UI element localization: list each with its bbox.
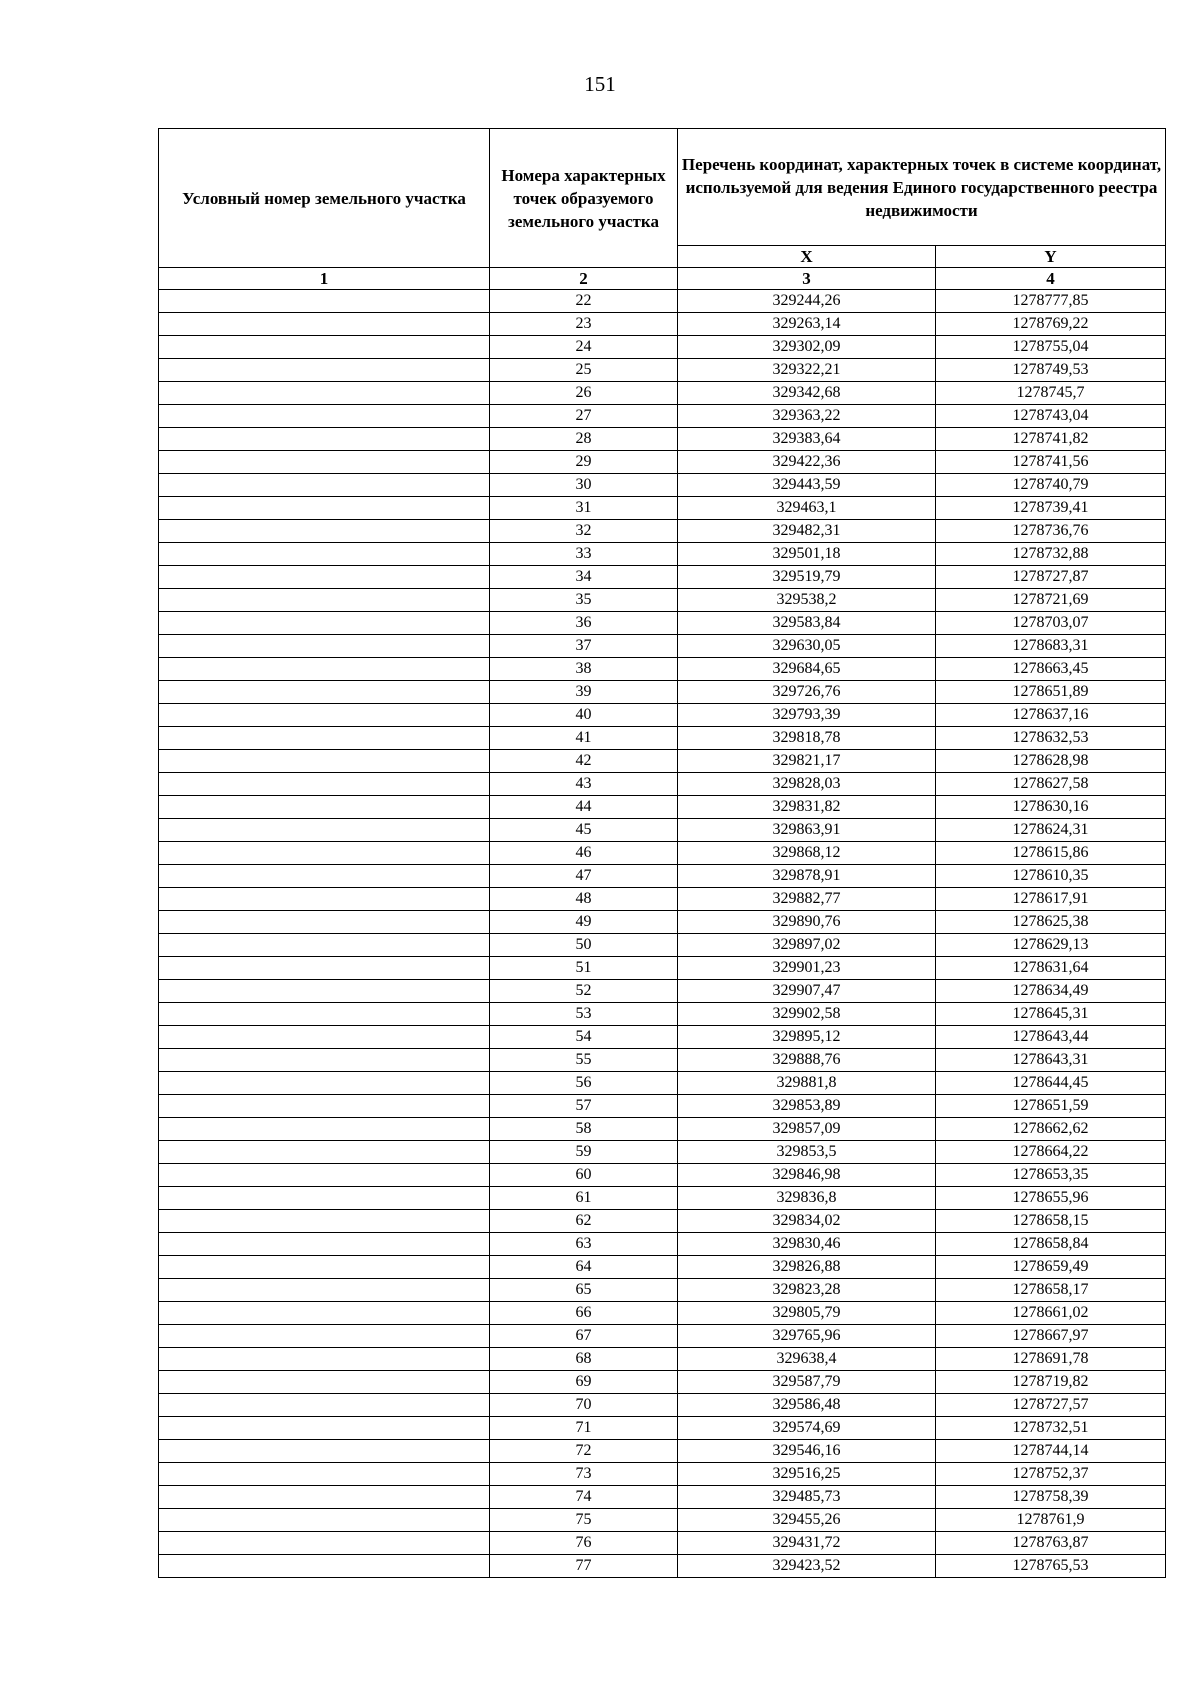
x-coordinate-cell: 329857,09 <box>678 1118 936 1141</box>
y-coordinate-cell: 1278658,84 <box>936 1233 1166 1256</box>
parcel-cell <box>159 428 490 451</box>
x-coordinate-cell: 329888,76 <box>678 1049 936 1072</box>
parcel-cell <box>159 290 490 313</box>
point-number-cell: 72 <box>490 1440 678 1463</box>
point-number-cell: 43 <box>490 773 678 796</box>
point-number-cell: 38 <box>490 658 678 681</box>
y-coordinate-cell: 1278761,9 <box>936 1509 1166 1532</box>
header-row <box>159 129 1166 246</box>
y-coordinate-cell: 1278691,78 <box>936 1348 1166 1371</box>
parcel-cell <box>159 888 490 911</box>
table-row <box>159 1233 1166 1256</box>
point-number-cell: 65 <box>490 1279 678 1302</box>
table-row <box>159 313 1166 336</box>
parcel-cell <box>159 497 490 520</box>
point-number-cell: 48 <box>490 888 678 911</box>
y-coordinate-cell: 1278659,49 <box>936 1256 1166 1279</box>
point-number-cell: 68 <box>490 1348 678 1371</box>
x-coordinate-cell: 329574,69 <box>678 1417 936 1440</box>
y-coordinate-cell: 1278617,91 <box>936 888 1166 911</box>
table-row <box>159 888 1166 911</box>
y-coordinate-cell: 1278637,16 <box>936 704 1166 727</box>
parcel-cell <box>159 1164 490 1187</box>
point-number-cell: 58 <box>490 1118 678 1141</box>
x-coordinate-cell: 329546,16 <box>678 1440 936 1463</box>
y-coordinate-cell: 1278662,62 <box>936 1118 1166 1141</box>
y-coordinate-cell: 1278763,87 <box>936 1532 1166 1555</box>
point-number-cell: 29 <box>490 451 678 474</box>
y-coordinate-cell: 1278703,07 <box>936 612 1166 635</box>
table-row <box>159 566 1166 589</box>
y-coordinate-cell: 1278769,22 <box>936 313 1166 336</box>
x-coordinate-cell: 329821,17 <box>678 750 936 773</box>
y-coordinate-cell: 1278630,16 <box>936 796 1166 819</box>
y-coordinate-cell: 1278627,58 <box>936 773 1166 796</box>
table-row <box>159 428 1166 451</box>
x-coordinate-cell: 329302,09 <box>678 336 936 359</box>
x-coordinate-cell: 329793,39 <box>678 704 936 727</box>
table-row <box>159 1348 1166 1371</box>
x-coordinate-cell: 329482,31 <box>678 520 936 543</box>
table-row <box>159 497 1166 520</box>
column-numbers-row <box>159 268 1166 290</box>
y-coordinate-cell: 1278624,31 <box>936 819 1166 842</box>
table-row <box>159 957 1166 980</box>
x-coordinate-cell: 329828,03 <box>678 773 936 796</box>
x-coordinate-cell: 329587,79 <box>678 1371 936 1394</box>
x-coordinate-cell: 329853,5 <box>678 1141 936 1164</box>
table-row <box>159 1003 1166 1026</box>
table-row <box>159 405 1166 428</box>
table-row <box>159 1141 1166 1164</box>
parcel-cell <box>159 405 490 428</box>
point-number-cell: 69 <box>490 1371 678 1394</box>
x-coordinate-cell: 329846,98 <box>678 1164 936 1187</box>
parcel-cell <box>159 865 490 888</box>
x-coordinate-cell: 329519,79 <box>678 566 936 589</box>
x-coordinate-cell: 329897,02 <box>678 934 936 957</box>
point-number-cell: 73 <box>490 1463 678 1486</box>
point-number-cell: 53 <box>490 1003 678 1026</box>
parcel-cell <box>159 1509 490 1532</box>
point-number-cell: 49 <box>490 911 678 934</box>
x-coordinate-cell: 329726,76 <box>678 681 936 704</box>
point-number-cell: 56 <box>490 1072 678 1095</box>
x-coordinate-cell: 329826,88 <box>678 1256 936 1279</box>
parcel-cell <box>159 612 490 635</box>
x-coordinate-cell: 329834,02 <box>678 1210 936 1233</box>
table-row <box>159 1371 1166 1394</box>
header-coordinates-list: Перечень координат, характерных точек в системе координат, используемой для ведения Единого государственного реестра недвижимости <box>678 129 1166 246</box>
table-row <box>159 1164 1166 1187</box>
x-coordinate-cell: 329805,79 <box>678 1302 936 1325</box>
x-coordinate-cell: 329538,2 <box>678 589 936 612</box>
parcel-cell <box>159 1210 490 1233</box>
y-coordinate-cell: 1278755,04 <box>936 336 1166 359</box>
y-coordinate-cell: 1278745,7 <box>936 382 1166 405</box>
point-number-cell: 57 <box>490 1095 678 1118</box>
y-coordinate-cell: 1278744,14 <box>936 1440 1166 1463</box>
parcel-cell <box>159 474 490 497</box>
point-number-cell: 47 <box>490 865 678 888</box>
y-coordinate-cell: 1278749,53 <box>936 359 1166 382</box>
point-number-cell: 28 <box>490 428 678 451</box>
x-coordinate-cell: 329431,72 <box>678 1532 936 1555</box>
parcel-cell <box>159 980 490 1003</box>
x-coordinate-cell: 329878,91 <box>678 865 936 888</box>
y-coordinate-cell: 1278777,85 <box>936 290 1166 313</box>
point-number-cell: 59 <box>490 1141 678 1164</box>
parcel-cell <box>159 681 490 704</box>
point-number-cell: 34 <box>490 566 678 589</box>
parcel-cell <box>159 635 490 658</box>
y-coordinate-cell: 1278655,96 <box>936 1187 1166 1210</box>
table-row <box>159 1187 1166 1210</box>
point-number-cell: 50 <box>490 934 678 957</box>
x-coordinate-cell: 329836,8 <box>678 1187 936 1210</box>
y-coordinate-cell: 1278658,17 <box>936 1279 1166 1302</box>
x-coordinate-cell: 329363,22 <box>678 405 936 428</box>
point-number-cell: 66 <box>490 1302 678 1325</box>
table-row <box>159 382 1166 405</box>
point-number-cell: 33 <box>490 543 678 566</box>
point-number-cell: 55 <box>490 1049 678 1072</box>
x-coordinate-cell: 329263,14 <box>678 313 936 336</box>
parcel-cell <box>159 543 490 566</box>
parcel-cell <box>159 750 490 773</box>
point-number-cell: 37 <box>490 635 678 658</box>
point-number-cell: 31 <box>490 497 678 520</box>
table-row <box>159 359 1166 382</box>
table-row <box>159 1325 1166 1348</box>
x-coordinate-cell: 329823,28 <box>678 1279 936 1302</box>
y-coordinate-cell: 1278663,45 <box>936 658 1166 681</box>
y-coordinate-cell: 1278651,59 <box>936 1095 1166 1118</box>
table-row <box>159 1440 1166 1463</box>
parcel-cell <box>159 1440 490 1463</box>
parcel-cell <box>159 1049 490 1072</box>
parcel-cell <box>159 1026 490 1049</box>
table-row <box>159 750 1166 773</box>
point-number-cell: 44 <box>490 796 678 819</box>
header-y: Y <box>936 246 1166 268</box>
table-header <box>159 129 1166 290</box>
table-row <box>159 520 1166 543</box>
column-number: 4 <box>936 268 1166 290</box>
table-row <box>159 1417 1166 1440</box>
x-coordinate-cell: 329830,46 <box>678 1233 936 1256</box>
point-number-cell: 51 <box>490 957 678 980</box>
table-row <box>159 1532 1166 1555</box>
parcel-cell <box>159 1325 490 1348</box>
y-coordinate-cell: 1278727,87 <box>936 566 1166 589</box>
x-coordinate-cell: 329895,12 <box>678 1026 936 1049</box>
table-row <box>159 1302 1166 1325</box>
x-coordinate-cell: 329443,59 <box>678 474 936 497</box>
y-coordinate-cell: 1278643,44 <box>936 1026 1166 1049</box>
table-row <box>159 1394 1166 1417</box>
x-coordinate-cell: 329630,05 <box>678 635 936 658</box>
x-coordinate-cell: 329868,12 <box>678 842 936 865</box>
parcel-cell <box>159 773 490 796</box>
x-coordinate-cell: 329765,96 <box>678 1325 936 1348</box>
y-coordinate-cell: 1278667,97 <box>936 1325 1166 1348</box>
table-row <box>159 1256 1166 1279</box>
parcel-cell <box>159 451 490 474</box>
point-number-cell: 52 <box>490 980 678 1003</box>
point-number-cell: 54 <box>490 1026 678 1049</box>
parcel-cell <box>159 1371 490 1394</box>
parcel-cell <box>159 1256 490 1279</box>
point-number-cell: 77 <box>490 1555 678 1578</box>
x-coordinate-cell: 329902,58 <box>678 1003 936 1026</box>
table-row <box>159 1509 1166 1532</box>
x-coordinate-cell: 329853,89 <box>678 1095 936 1118</box>
table-row <box>159 934 1166 957</box>
y-coordinate-cell: 1278683,31 <box>936 635 1166 658</box>
x-coordinate-cell: 329455,26 <box>678 1509 936 1532</box>
table-row <box>159 1026 1166 1049</box>
point-number-cell: 62 <box>490 1210 678 1233</box>
y-coordinate-cell: 1278765,53 <box>936 1555 1166 1578</box>
parcel-cell <box>159 957 490 980</box>
table-row <box>159 727 1166 750</box>
header-point-numbers: Номера характерных точек образуемого земельного участка <box>490 129 678 268</box>
table-row <box>159 1049 1166 1072</box>
column-number: 2 <box>490 268 678 290</box>
parcel-cell <box>159 704 490 727</box>
table-row <box>159 612 1166 635</box>
table-row <box>159 543 1166 566</box>
point-number-cell: 76 <box>490 1532 678 1555</box>
point-number-cell: 26 <box>490 382 678 405</box>
page-number: 151 <box>584 72 616 96</box>
x-coordinate-cell: 329422,36 <box>678 451 936 474</box>
table-row <box>159 773 1166 796</box>
x-coordinate-cell: 329684,65 <box>678 658 936 681</box>
point-number-cell: 22 <box>490 290 678 313</box>
x-coordinate-cell: 329423,52 <box>678 1555 936 1578</box>
y-coordinate-cell: 1278719,82 <box>936 1371 1166 1394</box>
table-row <box>159 1095 1166 1118</box>
x-coordinate-cell: 329890,76 <box>678 911 936 934</box>
table-row <box>159 1555 1166 1578</box>
table-row <box>159 865 1166 888</box>
point-number-cell: 35 <box>490 589 678 612</box>
table-row <box>159 1072 1166 1095</box>
table-row <box>159 1463 1166 1486</box>
parcel-cell <box>159 1463 490 1486</box>
x-coordinate-cell: 329907,47 <box>678 980 936 1003</box>
parcel-cell <box>159 1486 490 1509</box>
x-coordinate-cell: 329383,64 <box>678 428 936 451</box>
point-number-cell: 39 <box>490 681 678 704</box>
point-number-cell: 61 <box>490 1187 678 1210</box>
point-number-cell: 67 <box>490 1325 678 1348</box>
table-row <box>159 842 1166 865</box>
y-coordinate-cell: 1278625,38 <box>936 911 1166 934</box>
y-coordinate-cell: 1278732,51 <box>936 1417 1166 1440</box>
y-coordinate-cell: 1278739,41 <box>936 497 1166 520</box>
point-number-cell: 45 <box>490 819 678 842</box>
x-coordinate-cell: 329501,18 <box>678 543 936 566</box>
point-number-cell: 46 <box>490 842 678 865</box>
y-coordinate-cell: 1278727,57 <box>936 1394 1166 1417</box>
point-number-cell: 74 <box>490 1486 678 1509</box>
x-coordinate-cell: 329818,78 <box>678 727 936 750</box>
y-coordinate-cell: 1278631,64 <box>936 957 1166 980</box>
parcel-cell <box>159 359 490 382</box>
parcel-cell <box>159 727 490 750</box>
x-coordinate-cell: 329638,4 <box>678 1348 936 1371</box>
y-coordinate-cell: 1278632,53 <box>936 727 1166 750</box>
y-coordinate-cell: 1278741,82 <box>936 428 1166 451</box>
parcel-cell <box>159 911 490 934</box>
y-coordinate-cell: 1278752,37 <box>936 1463 1166 1486</box>
y-coordinate-cell: 1278740,79 <box>936 474 1166 497</box>
point-number-cell: 64 <box>490 1256 678 1279</box>
parcel-cell <box>159 1141 490 1164</box>
y-coordinate-cell: 1278732,88 <box>936 543 1166 566</box>
y-coordinate-cell: 1278644,45 <box>936 1072 1166 1095</box>
parcel-cell <box>159 1072 490 1095</box>
parcel-cell <box>159 1417 490 1440</box>
table-row <box>159 336 1166 359</box>
x-coordinate-cell: 329485,73 <box>678 1486 936 1509</box>
table-body <box>159 290 1166 1578</box>
x-coordinate-cell: 329463,1 <box>678 497 936 520</box>
point-number-cell: 40 <box>490 704 678 727</box>
x-coordinate-cell: 329831,82 <box>678 796 936 819</box>
parcel-cell <box>159 1555 490 1578</box>
parcel-cell <box>159 842 490 865</box>
parcel-cell <box>159 1187 490 1210</box>
point-number-cell: 30 <box>490 474 678 497</box>
x-coordinate-cell: 329516,25 <box>678 1463 936 1486</box>
parcel-cell <box>159 1233 490 1256</box>
table-row <box>159 1279 1166 1302</box>
x-coordinate-cell: 329881,8 <box>678 1072 936 1095</box>
y-coordinate-cell: 1278628,98 <box>936 750 1166 773</box>
y-coordinate-cell: 1278643,31 <box>936 1049 1166 1072</box>
parcel-cell <box>159 1003 490 1026</box>
y-coordinate-cell: 1278758,39 <box>936 1486 1166 1509</box>
y-coordinate-cell: 1278661,02 <box>936 1302 1166 1325</box>
point-number-cell: 41 <box>490 727 678 750</box>
y-coordinate-cell: 1278610,35 <box>936 865 1166 888</box>
point-number-cell: 42 <box>490 750 678 773</box>
point-number-cell: 25 <box>490 359 678 382</box>
y-coordinate-cell: 1278658,15 <box>936 1210 1166 1233</box>
table-row <box>159 681 1166 704</box>
parcel-cell <box>159 1118 490 1141</box>
x-coordinate-cell: 329342,68 <box>678 382 936 405</box>
parcel-cell <box>159 934 490 957</box>
y-coordinate-cell: 1278664,22 <box>936 1141 1166 1164</box>
point-number-cell: 71 <box>490 1417 678 1440</box>
table-row <box>159 1210 1166 1233</box>
parcel-cell <box>159 1302 490 1325</box>
point-number-cell: 63 <box>490 1233 678 1256</box>
parcel-cell <box>159 589 490 612</box>
x-coordinate-cell: 329583,84 <box>678 612 936 635</box>
parcel-cell <box>159 1532 490 1555</box>
x-coordinate-cell: 329901,23 <box>678 957 936 980</box>
header-x: X <box>678 246 936 268</box>
parcel-cell <box>159 1095 490 1118</box>
point-number-cell: 32 <box>490 520 678 543</box>
table-row <box>159 704 1166 727</box>
parcel-cell <box>159 796 490 819</box>
y-coordinate-cell: 1278651,89 <box>936 681 1166 704</box>
parcel-cell <box>159 1348 490 1371</box>
header-parcel-number: Условный номер земельного участка <box>159 129 490 268</box>
parcel-cell <box>159 566 490 589</box>
x-coordinate-cell: 329322,21 <box>678 359 936 382</box>
point-number-cell: 75 <box>490 1509 678 1532</box>
table-row <box>159 819 1166 842</box>
x-coordinate-cell: 329586,48 <box>678 1394 936 1417</box>
y-coordinate-cell: 1278615,86 <box>936 842 1166 865</box>
y-coordinate-cell: 1278743,04 <box>936 405 1166 428</box>
parcel-cell <box>159 382 490 405</box>
parcel-cell <box>159 1279 490 1302</box>
coordinates-table <box>158 128 1166 1578</box>
table-row <box>159 796 1166 819</box>
x-coordinate-cell: 329882,77 <box>678 888 936 911</box>
table-row <box>159 1118 1166 1141</box>
point-number-cell: 27 <box>490 405 678 428</box>
parcel-cell <box>159 313 490 336</box>
parcel-cell <box>159 336 490 359</box>
column-number: 1 <box>159 268 490 290</box>
parcel-cell <box>159 819 490 842</box>
point-number-cell: 23 <box>490 313 678 336</box>
column-number: 3 <box>678 268 936 290</box>
y-coordinate-cell: 1278741,56 <box>936 451 1166 474</box>
table-row <box>159 980 1166 1003</box>
y-coordinate-cell: 1278634,49 <box>936 980 1166 1003</box>
table-row <box>159 474 1166 497</box>
y-coordinate-cell: 1278653,35 <box>936 1164 1166 1187</box>
x-coordinate-cell: 329244,26 <box>678 290 936 313</box>
parcel-cell <box>159 658 490 681</box>
table-row <box>159 911 1166 934</box>
y-coordinate-cell: 1278736,76 <box>936 520 1166 543</box>
table-row <box>159 290 1166 313</box>
parcel-cell <box>159 1394 490 1417</box>
table-row <box>159 1486 1166 1509</box>
table-row <box>159 635 1166 658</box>
x-coordinate-cell: 329863,91 <box>678 819 936 842</box>
parcel-cell <box>159 520 490 543</box>
table-row <box>159 451 1166 474</box>
point-number-cell: 70 <box>490 1394 678 1417</box>
point-number-cell: 60 <box>490 1164 678 1187</box>
point-number-cell: 36 <box>490 612 678 635</box>
point-number-cell: 24 <box>490 336 678 359</box>
table-row <box>159 589 1166 612</box>
y-coordinate-cell: 1278721,69 <box>936 589 1166 612</box>
y-coordinate-cell: 1278629,13 <box>936 934 1166 957</box>
y-coordinate-cell: 1278645,31 <box>936 1003 1166 1026</box>
table-row <box>159 658 1166 681</box>
